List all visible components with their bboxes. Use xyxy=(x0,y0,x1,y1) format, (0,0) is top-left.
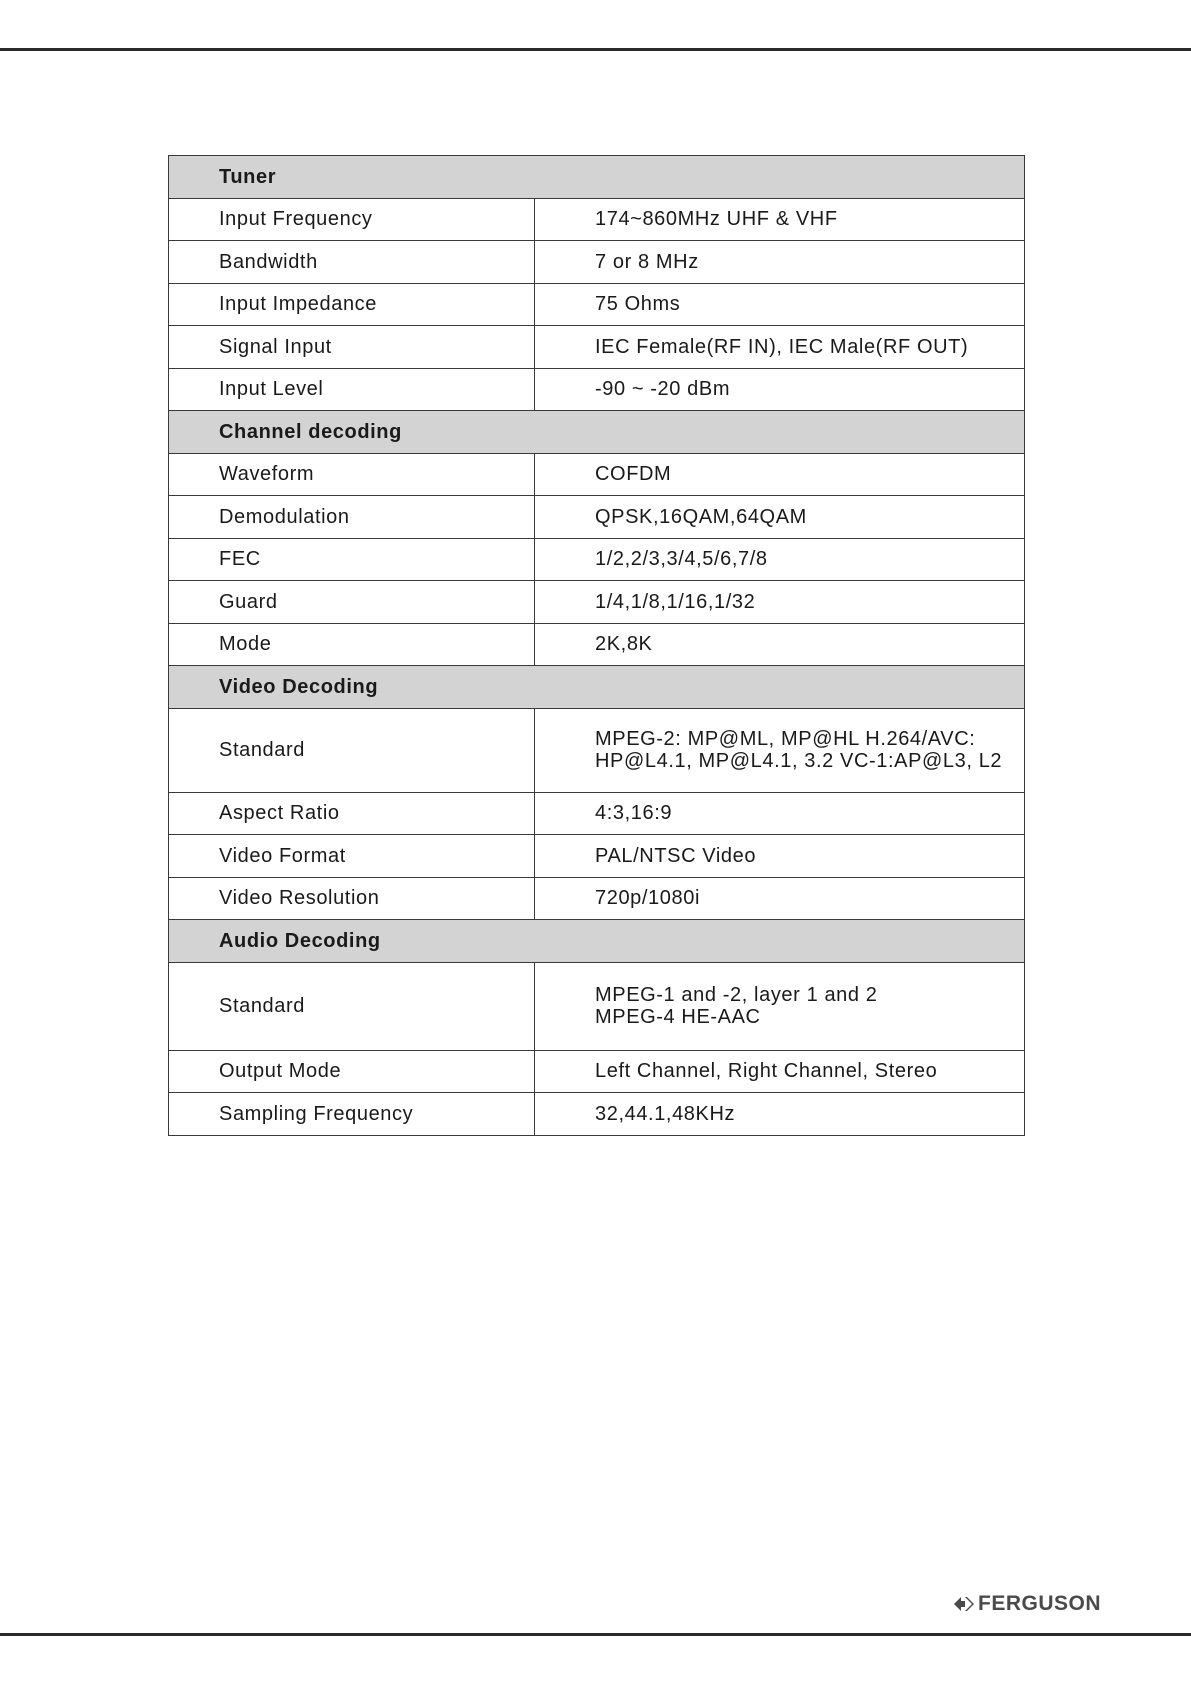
table-row xyxy=(169,835,1025,878)
section-title: Video Decoding xyxy=(169,666,1025,709)
section-header-video-decoding xyxy=(169,666,1025,709)
spec-label: Input Impedance xyxy=(169,283,535,326)
table-row xyxy=(169,326,1025,369)
spec-value: COFDM xyxy=(535,453,1025,496)
spec-value: 2K,8K xyxy=(535,623,1025,666)
section-title: Channel decoding xyxy=(169,411,1025,454)
table-row xyxy=(169,538,1025,581)
spec-label: Input Level xyxy=(169,368,535,411)
spec-label: Demodulation xyxy=(169,496,535,539)
spec-label: Signal Input xyxy=(169,326,535,369)
spec-value: -90 ~ -20 dBm xyxy=(535,368,1025,411)
table-row xyxy=(169,496,1025,539)
table-row xyxy=(169,241,1025,284)
spec-label: Aspect Ratio xyxy=(169,792,535,835)
ferguson-logo xyxy=(952,1592,1101,1616)
spec-label: Video Format xyxy=(169,835,535,878)
spec-label: Guard xyxy=(169,581,535,624)
table-row xyxy=(169,1093,1025,1136)
spec-value-line: MPEG-4 HE-AAC xyxy=(595,1006,761,1028)
spec-label: Sampling Frequency xyxy=(169,1093,535,1136)
table-row xyxy=(169,708,1025,792)
spec-value: QPSK,16QAM,64QAM xyxy=(535,496,1025,539)
spec-value: 1/2,2/3,3/4,5/6,7/8 xyxy=(535,538,1025,581)
table-row xyxy=(169,877,1025,920)
spec-value: IEC Female(RF IN), IEC Male(RF OUT) xyxy=(535,326,1025,369)
spec-label: Video Resolution xyxy=(169,877,535,920)
section-header-channel-decoding xyxy=(169,411,1025,454)
section-title: Tuner xyxy=(169,156,1025,199)
brand-name: FERGUSON xyxy=(978,1592,1102,1615)
spec-value: 174~860MHz UHF & VHF xyxy=(535,198,1025,241)
table-row xyxy=(169,283,1025,326)
spec-value: 720p/1080i xyxy=(535,877,1025,920)
bottom-rule xyxy=(0,1633,1191,1636)
ferguson-arrow-logo-icon xyxy=(952,1594,974,1614)
spec-value-line: MPEG-1 and -2, layer 1 and 2 xyxy=(595,984,878,1006)
spec-value xyxy=(535,962,1025,1050)
spec-label: Mode xyxy=(169,623,535,666)
table-row xyxy=(169,1050,1025,1093)
specifications-table xyxy=(168,155,1025,1136)
table-row xyxy=(169,368,1025,411)
spec-value: Left Channel, Right Channel, Stereo xyxy=(535,1050,1025,1093)
table-row xyxy=(169,962,1025,1050)
section-header-tuner xyxy=(169,156,1025,199)
top-rule xyxy=(0,48,1191,51)
spec-label: Input Frequency xyxy=(169,198,535,241)
table-row xyxy=(169,792,1025,835)
spec-value: 75 Ohms xyxy=(535,283,1025,326)
table-row xyxy=(169,453,1025,496)
spec-value: 7 or 8 MHz xyxy=(535,241,1025,284)
spec-value: 32,44.1,48KHz xyxy=(535,1093,1025,1136)
spec-label: FEC xyxy=(169,538,535,581)
spec-value: 1/4,1/8,1/16,1/32 xyxy=(535,581,1025,624)
spec-value: PAL/NTSC Video xyxy=(535,835,1025,878)
spec-label: Bandwidth xyxy=(169,241,535,284)
spec-label: Output Mode xyxy=(169,1050,535,1093)
section-title: Audio Decoding xyxy=(169,920,1025,963)
spec-label: Standard xyxy=(169,962,535,1050)
spec-label: Standard xyxy=(169,708,535,792)
table-row xyxy=(169,198,1025,241)
table-row xyxy=(169,581,1025,624)
spec-value: MPEG-2: MP@ML, MP@HL H.264/AVC: HP@L4.1, MP@L4.1, 3.2 VC-1:AP@L3, L2 xyxy=(535,708,1025,792)
section-header-audio-decoding xyxy=(169,920,1025,963)
spec-label: Waveform xyxy=(169,453,535,496)
table-row xyxy=(169,623,1025,666)
spec-value: 4:3,16:9 xyxy=(535,792,1025,835)
